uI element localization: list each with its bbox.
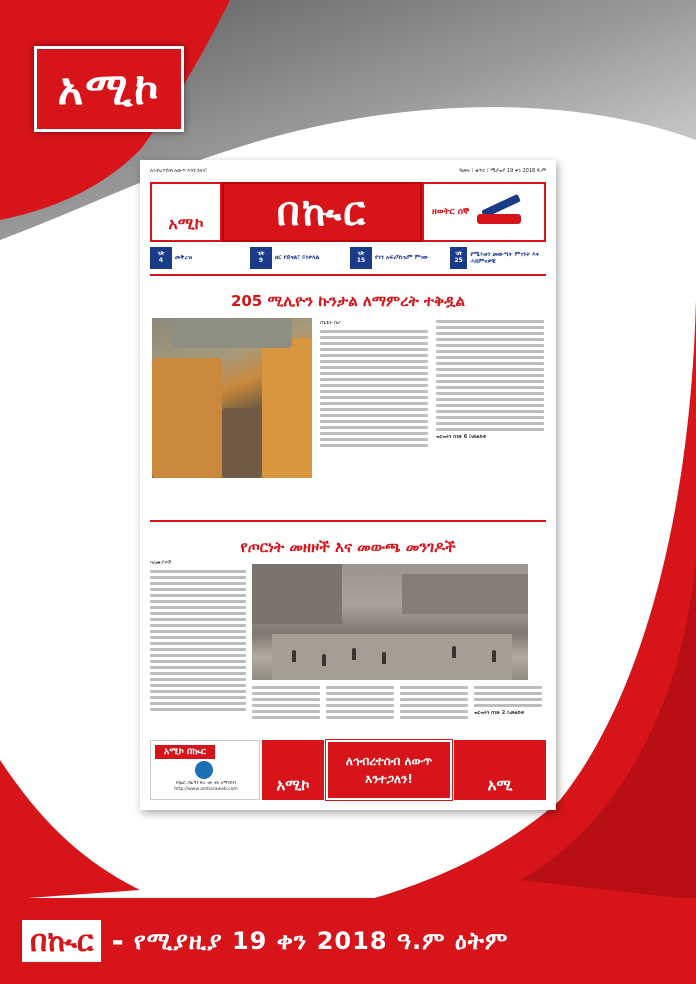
masthead-right-text: ዘወትር ሰኞ bbox=[432, 207, 470, 217]
masthead bbox=[150, 182, 546, 242]
bottom-logo-right bbox=[454, 740, 546, 800]
slogan-line-1: ለኅብረተሰብ ለውጥ bbox=[345, 754, 433, 768]
mini-masthead: አሚኮ በኲር bbox=[155, 745, 215, 759]
article-column bbox=[326, 686, 394, 722]
index-item[interactable] bbox=[150, 246, 246, 270]
war-rubble-photo bbox=[252, 564, 528, 680]
byline: ባለሙያዎች bbox=[150, 560, 172, 566]
index-item-label: መቅረዝ bbox=[175, 254, 193, 262]
website-box bbox=[150, 740, 260, 800]
index-page-badge: ገጽ 15 bbox=[350, 247, 372, 269]
corner-logo-text: አሚኮ bbox=[57, 63, 161, 115]
tagline: ለኅብረተሰብ ለውጥ እንተጋለን! bbox=[150, 168, 207, 174]
article-column bbox=[436, 320, 544, 490]
headline-1: 205 ሚሊዮን ኩንታል ለማምረት ተቅዷል bbox=[230, 292, 466, 310]
footer-bar bbox=[0, 898, 696, 984]
grain-sacks-photo bbox=[152, 318, 312, 478]
bottom-logo-right-text: አሚ bbox=[487, 776, 513, 794]
globe-icon bbox=[195, 761, 213, 779]
article-column bbox=[320, 320, 428, 490]
divider bbox=[150, 274, 546, 276]
footer-date: የሚያዚያ 19 ቀን 2018 ዓ.ም ዕትም bbox=[133, 927, 509, 955]
index-item[interactable] bbox=[250, 246, 346, 270]
slogan-box bbox=[326, 740, 452, 800]
issue-line: ዓመት ፣ ቁጥር ፣ ሚያዝያ 19 ቀን 2018 ዓ.ም bbox=[459, 168, 546, 174]
masthead-title-text: በኲር bbox=[276, 189, 368, 235]
headline-2: የጦርነት መዘዞች እና መውጫ መንገዶች bbox=[240, 538, 456, 556]
index-page-badge: ገጽ 25 bbox=[450, 247, 467, 269]
website-url[interactable]: በኲር ጋዜጣን ድረ ገጽ ላይ ለማንበብ http://www.amharaweb.com bbox=[174, 781, 238, 792]
pen-icon bbox=[475, 194, 525, 230]
index-page-badge: ገጽ 9 bbox=[250, 247, 272, 269]
index-item[interactable] bbox=[450, 246, 546, 270]
bottom-logo-left-text: አሚኮ bbox=[276, 776, 310, 794]
masthead-title bbox=[222, 182, 422, 242]
newspaper-page bbox=[140, 160, 556, 810]
article-column bbox=[400, 686, 468, 722]
article-2-left-column bbox=[150, 560, 246, 714]
page-index bbox=[150, 246, 546, 270]
corner-logo bbox=[34, 46, 184, 132]
index-item[interactable] bbox=[350, 246, 446, 270]
index-item-label: የገን አፍሪካነዝም ምገው bbox=[375, 254, 429, 262]
newspaper-topline bbox=[150, 168, 546, 176]
continue-link-2[interactable]: ዝርዝሩን በገጽ 2 ይመልከቱ bbox=[474, 710, 524, 716]
article-1-columns bbox=[320, 320, 544, 490]
footer-dash: - bbox=[111, 923, 124, 959]
index-page-badge: ገጽ 4 bbox=[150, 247, 172, 269]
bottom-logo-left bbox=[262, 740, 324, 800]
index-item-label: የሜሕፀን መውጣት ምገንት እና ሕክምናዎቹ bbox=[470, 250, 539, 265]
masthead-left-logo: አሚኮ bbox=[168, 214, 204, 233]
masthead-right bbox=[422, 182, 546, 242]
article-column bbox=[474, 686, 542, 722]
bottom-banner bbox=[150, 740, 546, 800]
article-2-columns bbox=[252, 686, 542, 722]
slogan-line-2: እንተጋለን! bbox=[365, 772, 413, 786]
footer-brand: በኲር bbox=[22, 920, 101, 962]
article-column bbox=[252, 686, 320, 722]
byline: በጌቴት በሆ bbox=[320, 320, 341, 326]
index-item-label: ዘር የድናል፣ ይነቀላል bbox=[275, 254, 320, 262]
masthead-left bbox=[150, 182, 222, 242]
continue-link-1[interactable]: ዝርዝሩን በገጽ 6 ይመልከቱ bbox=[436, 434, 486, 440]
divider bbox=[150, 520, 546, 522]
